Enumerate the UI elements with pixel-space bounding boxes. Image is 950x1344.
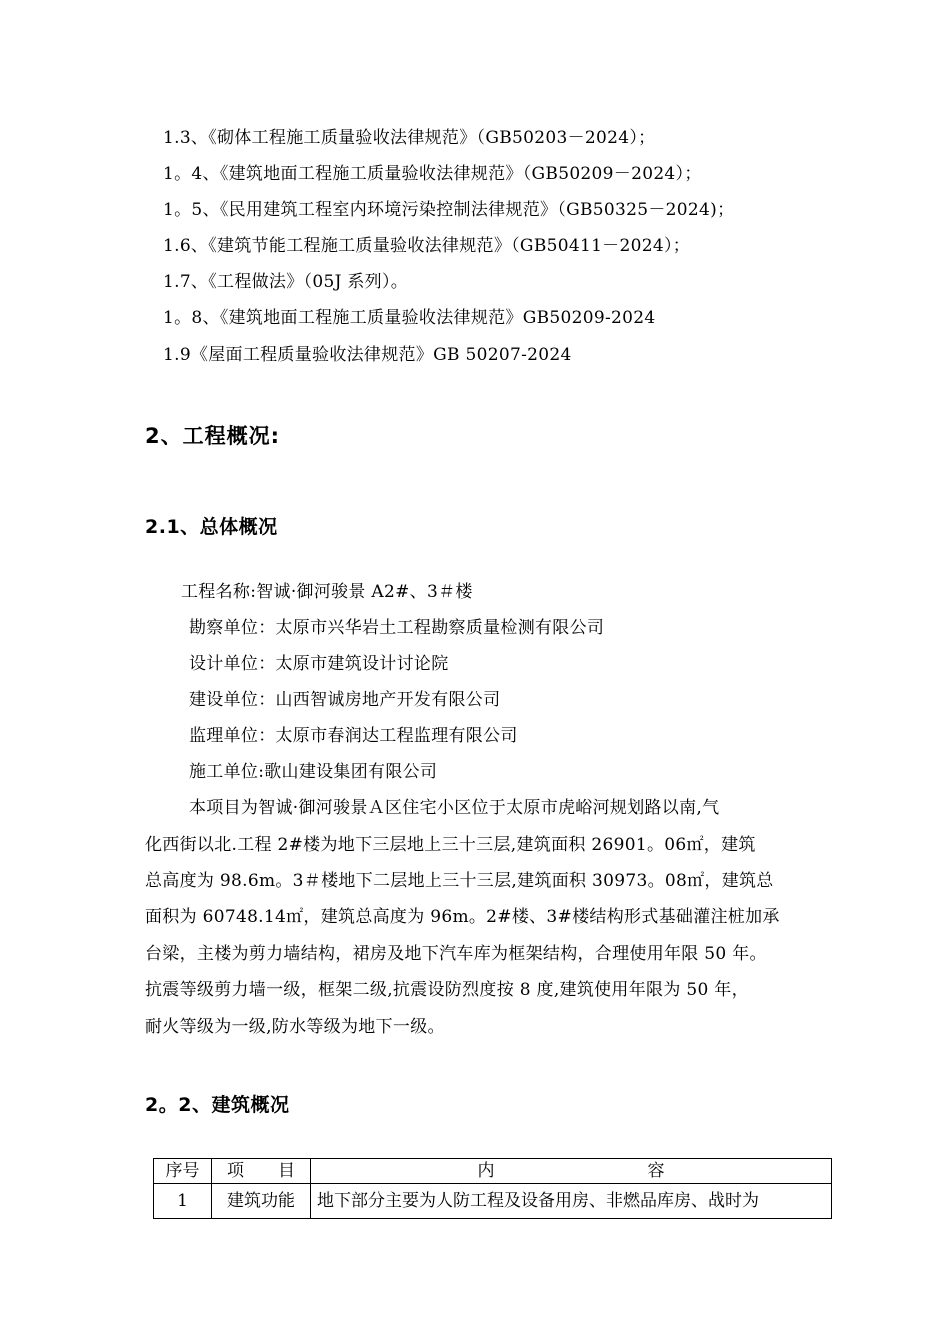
reference-item: 1。4、《建筑地面工程施工质量验收法律规范》（GB50209－2024）； — [163, 164, 702, 184]
reference-item: 1.7、《工程做法》（05J 系列）。 — [163, 272, 409, 292]
table-cell: 1 — [154, 1184, 212, 1219]
table-header-cell: 项 目 — [212, 1159, 311, 1184]
survey-unit: 勘察单位：太原市兴华岩土工程勘察质量检测有限公司 — [189, 618, 605, 638]
section-heading: 2、工程概况: — [145, 424, 281, 448]
description-line: 化西街以北.工程 2#楼为地下三层地上三十三层,建筑面积 26901。06㎡，建筑 — [145, 835, 756, 855]
table-header-cell: 序号 — [154, 1159, 212, 1184]
table-header-cell: 内 容 — [311, 1159, 832, 1184]
subsection-heading: 2.1、总体概况 — [145, 516, 278, 538]
project-name: 工程名称:智诚·御河骏景 A2#、3＃楼 — [181, 582, 473, 602]
construction-unit: 施工单位:歌山建设集团有限公司 — [189, 762, 438, 782]
building-overview-table — [153, 1158, 832, 1219]
table-cell: 建筑功能 — [212, 1184, 311, 1219]
description-line: 面积为 60748.14㎡，建筑总高度为 96m。2#楼、3#楼结构形式基础灌注桩加承 — [145, 907, 780, 927]
reference-item: 1.9《屋面工程质量验收法律规范》GB 50207-2024 — [163, 345, 572, 365]
reference-item: 1。8、《建筑地面工程施工质量验收法律规范》GB50209-2024 — [163, 308, 656, 328]
description-line: 总高度为 98.6m。3＃楼地下二层地上三十三层,建筑面积 30973。08㎡，建筑总 — [145, 871, 774, 891]
description-line: 本项目为智诚·御河骏景Ａ区住宅小区位于太原市虎峪河规划路以南,气 — [189, 798, 720, 818]
reference-item: 1.6、《建筑节能工程施工质量验收法律规范》（GB50411－2024）； — [163, 236, 691, 256]
description-line: 耐火等级为一级,防水等级为地下一级。 — [145, 1017, 445, 1037]
table-header-row — [154, 1159, 832, 1184]
description-line: 抗震等级剪力墙一级，框架二级,抗震设防烈度按 8 度,建筑使用年限为 50 年， — [145, 980, 749, 1000]
reference-item: 1.3、《砌体工程施工质量验收法律规范》（GB50203－2024）； — [163, 128, 656, 148]
owner-unit: 建设单位：山西智诚房地产开发有限公司 — [189, 690, 501, 710]
description-line: 台梁，主楼为剪力墙结构，裙房及地下汽车库为框架结构，合理使用年限 50 年。 — [145, 944, 767, 964]
design-unit: 设计单位：太原市建筑设计讨论院 — [189, 654, 449, 674]
reference-item: 1。5、《民用建筑工程室内环境污染控制法律规范》（GB50325－2024)； — [163, 200, 735, 220]
table-row — [154, 1184, 832, 1219]
table-cell: 地下部分主要为人防工程及设备用房、非燃品库房、战时为 — [311, 1184, 832, 1219]
subsection-heading: 2。2、建筑概况 — [145, 1094, 290, 1116]
supervision-unit: 监理单位：太原市春润达工程监理有限公司 — [189, 726, 518, 746]
